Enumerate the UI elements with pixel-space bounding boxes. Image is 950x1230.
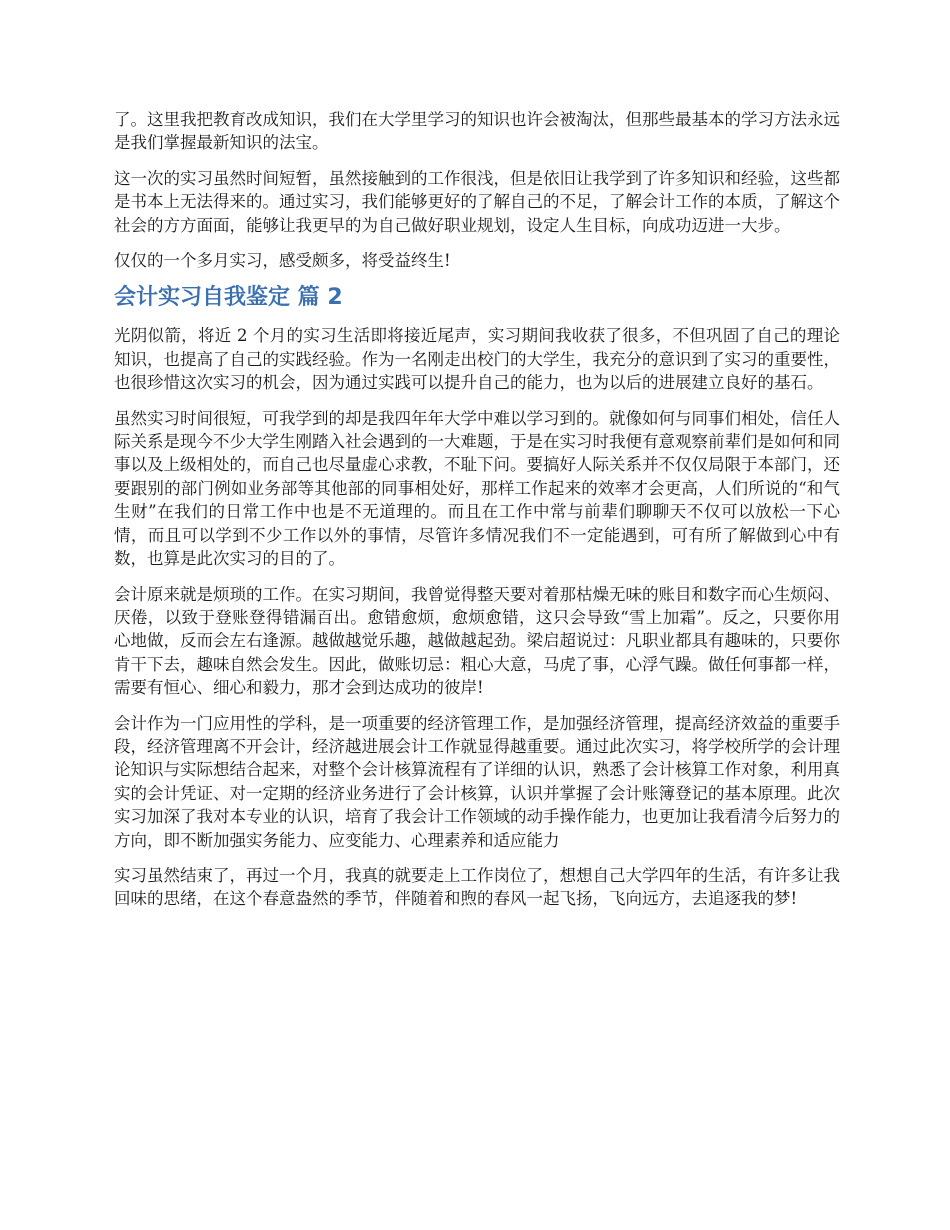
paragraph: 会计原来就是烦琐的工作。在实习期间，我曾觉得整天要对着那枯燥无味的账目和数字而心生烦闷、厌倦，以致于登账登得错漏百出。愈错愈烦，愈烦愈错，这只会导致“雪上加霜”。反之，只要你用心地做，反而会左右逢源。越做越觉乐趣，越做越起劲。梁启超说过：凡职业都具有趣味的，只要你肯干下去，趣味自然会发生。因此，做账切忌：粗心大意，马虎了事，心浮气躁。做任何事都一样，需要有恒心、细心和毅力，那才会到达成功的彼岸! (114, 584, 840, 698)
paragraph: 实习虽然结束了，再过一个月，我真的就要走上工作岗位了，想想自己大学四年的生活，有许多让我回味的思绪，在这个春意盎然的季节，伴随着和煦的春风一起飞扬，飞向远方，去追逐我的梦! (114, 865, 840, 909)
paragraph: 这一次的实习虽然时间短暂，虽然接触到的工作很浅，但是依旧让我学到了许多知识和经验，这些都是书本上无法得来的。通过实习，我们能够更好的了解自己的不足，了解会计工作的本质，了解这个社会的方方面面，能够让我更早的为自己做好职业规划，设定人生目标，向成功迈进一大步。 (114, 168, 840, 235)
paragraph: 仅仅的一个多月实习，感受颇多，将受益终生! (114, 251, 451, 271)
paragraph: 虽然实习时间很短，可我学到的却是我四年年大学中难以学习到的。就像如何与同事们相处，信任人际关系是现今不少大学生刚踏入社会遇到的一大难题，于是在实习时我便有意观察前辈们是如何和同事以及上级相处的，而自己也尽量虚心求教，不耻下问。要搞好人际关系并不仅仅局限于本部门，还要跟别的部门例如业务部等其他部的同事相处好，那样工作起来的效率才会更高，人们所说的“和气生财”在我们的日常工作中也是不无道理的。而且在工作中常与前辈们聊聊天不仅可以放松一下心情，而且可以学到不少工作以外的事情，尽管许多情况我们不一定能遇到，可有所了解做到心中有数，也算是此次实习的目的了。 (114, 408, 840, 569)
paragraph: 了。这里我把教育改成知识，我们在大学里学习的知识也许会被淘汰，但那些最基本的学习方法永远是我们掌握最新知识的法宝。 (114, 110, 840, 153)
paragraph: 光阴似箭，将近 2 个月的实习生活即将接近尾声，实习期间我收获了很多，不但巩固了自己的理论知识，也提高了自己的实践经验。作为一名刚走出校门的大学生，我充分的意识到了实习的重要性，也很珍惜这次实习的机会，因为通过实践可以提升自己的能力，也为以后的进展建立良好的基石。 (114, 326, 840, 393)
document-page (114, 108, 840, 923)
section-heading: 会计实习自我鉴定 篇 2 (114, 285, 343, 311)
paragraph: 会计作为一门应用性的学科，是一项重要的经济管理工作，是加强经济管理，提高经济效益的重要手段，经济管理离不开会计，经济越进展会计工作就显得越重要。通过此次实习，将学校所学的会计理论知识与实际想结合起来，对整个会计核算流程有了详细的认识，熟悉了会计核算工作对象，利用真实的会计凭证、对一定期的经济业务进行了会计核算，认识并掌握了会计账簿登记的基本原理。此次实习加深了我对本专业的认识，培育了我会计工作领域的动手操作能力，也更加让我看清今后努力的方向，即不断加强实务能力、应变能力、心理素养和适应能力 (114, 713, 840, 850)
